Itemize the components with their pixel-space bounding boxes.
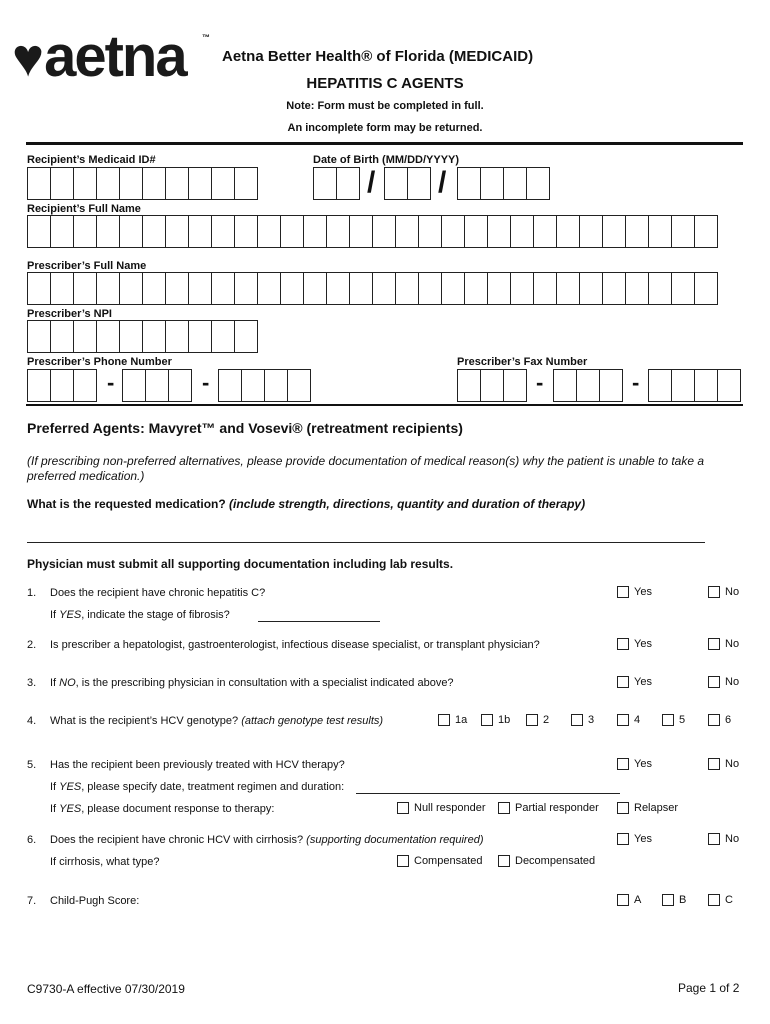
char-box[interactable] (553, 369, 577, 402)
checkbox-box[interactable] (662, 894, 674, 906)
char-box[interactable] (211, 320, 235, 353)
checkbox-box[interactable] (708, 676, 720, 688)
preferred-agents-title: Preferred Agents: Mavyret™ and Vosevi® (retreatment recipients) (27, 420, 463, 436)
char-box[interactable] (599, 369, 623, 402)
char-box[interactable] (241, 369, 265, 402)
char-box[interactable] (142, 272, 166, 305)
dob-separator: / (367, 166, 376, 199)
char-box[interactable] (510, 272, 534, 305)
char-box[interactable] (73, 369, 97, 402)
q5-sub1: If YES, please specify date, treatment regimen and duration: (50, 781, 345, 793)
header-divider (26, 142, 743, 145)
q1-number: 1. (27, 587, 37, 599)
char-box[interactable] (349, 215, 373, 248)
char-box[interactable] (50, 272, 74, 305)
checkbox-box[interactable] (617, 586, 629, 598)
checkbox-box[interactable] (571, 714, 583, 726)
char-box[interactable] (257, 272, 281, 305)
fax-line-boxes[interactable] (648, 369, 740, 402)
char-box[interactable] (671, 215, 695, 248)
phone-separator: - (107, 370, 115, 395)
char-box[interactable] (418, 272, 442, 305)
char-box[interactable] (264, 369, 288, 402)
char-box[interactable] (27, 369, 51, 402)
char-box[interactable] (280, 215, 304, 248)
char-box[interactable] (694, 215, 718, 248)
q1-yes-checkbox[interactable]: Yes (617, 586, 652, 598)
phone-line-boxes[interactable] (218, 369, 310, 402)
q5-number: 5. (27, 759, 37, 771)
char-box[interactable] (119, 215, 143, 248)
char-box[interactable] (372, 272, 396, 305)
char-box[interactable] (188, 272, 212, 305)
genotype-1b-checkbox[interactable]: 1b (481, 714, 510, 726)
q1-text: Does the recipient have chronic hepatitis C? (50, 587, 266, 599)
char-box[interactable] (96, 272, 120, 305)
char-box[interactable] (303, 272, 327, 305)
char-box[interactable] (648, 215, 672, 248)
phone-area-boxes[interactable] (27, 369, 96, 402)
compensated-checkbox[interactable]: Compensated (397, 855, 483, 867)
char-box[interactable] (625, 272, 649, 305)
char-box[interactable] (73, 215, 97, 248)
dob-label: Date of Birth (MM/DD/YYYY) (313, 154, 460, 166)
fax-label: Prescriber’s Fax Number (457, 356, 588, 368)
char-box[interactable] (211, 272, 235, 305)
child-pugh-b-checkbox[interactable]: B (662, 894, 686, 906)
char-box[interactable] (717, 369, 741, 402)
q5-text: Has the recipient been previously treated with HCV therapy? (50, 759, 345, 771)
q2-no-checkbox[interactable]: No (708, 638, 739, 650)
char-box[interactable] (27, 272, 51, 305)
char-box[interactable] (27, 215, 51, 248)
char-box[interactable] (234, 215, 258, 248)
genotype-6-checkbox[interactable]: 6 (708, 714, 731, 726)
q6-number: 6. (27, 834, 37, 846)
dob-day-boxes[interactable] (384, 167, 430, 200)
char-box[interactable] (234, 320, 258, 353)
fax-prefix-boxes[interactable] (553, 369, 622, 402)
checkbox-box[interactable] (617, 758, 629, 770)
q5-no-checkbox[interactable]: No (708, 758, 739, 770)
dob-separator: / (438, 166, 447, 199)
char-box[interactable] (372, 215, 396, 248)
char-box[interactable] (73, 320, 97, 353)
char-box[interactable] (487, 272, 511, 305)
q7-text: Child-Pugh Score: (50, 895, 140, 907)
char-box[interactable] (533, 215, 557, 248)
q4-number: 4. (27, 715, 37, 727)
char-box[interactable] (418, 215, 442, 248)
form-id: C9730-A effective 07/30/2019 (27, 982, 185, 996)
phone-prefix-boxes[interactable] (122, 369, 191, 402)
char-box[interactable] (336, 167, 360, 200)
char-box[interactable] (326, 215, 350, 248)
checkbox-box[interactable] (708, 638, 720, 650)
char-box[interactable] (579, 215, 603, 248)
char-box[interactable] (96, 215, 120, 248)
char-box[interactable] (27, 320, 51, 353)
checkbox-box[interactable] (617, 802, 629, 814)
char-box[interactable] (142, 167, 166, 200)
char-box[interactable] (303, 215, 327, 248)
q3-no-checkbox[interactable]: No (708, 676, 739, 688)
child-pugh-a-checkbox[interactable]: A (617, 894, 641, 906)
prior-treatment-line[interactable] (356, 793, 620, 794)
char-box[interactable] (694, 272, 718, 305)
checkbox-box[interactable] (617, 676, 629, 688)
char-box[interactable] (503, 369, 527, 402)
q3-yes-checkbox[interactable]: Yes (617, 676, 652, 688)
char-box[interactable] (395, 215, 419, 248)
dob-month-boxes[interactable] (313, 167, 359, 200)
char-box[interactable] (602, 272, 626, 305)
char-box[interactable] (165, 215, 189, 248)
note-incomplete: An incomplete form may be returned. (287, 122, 483, 134)
char-box[interactable] (234, 272, 258, 305)
heart-icon: ♥ (12, 28, 45, 88)
medicaid-id-label: Recipient’s Medicaid ID# (27, 154, 156, 166)
q2-yes-checkbox[interactable]: Yes (617, 638, 652, 650)
checkbox-box[interactable] (526, 714, 538, 726)
recipient-name-boxes[interactable] (27, 215, 717, 248)
q1-sub: If YES, indicate the stage of fibrosis? (50, 609, 230, 621)
genotype-4-checkbox[interactable]: 4 (617, 714, 640, 726)
char-box[interactable] (257, 215, 281, 248)
prescriber-name-boxes[interactable] (27, 272, 717, 305)
q5-yes-checkbox[interactable]: Yes (617, 758, 652, 770)
char-box[interactable] (579, 272, 603, 305)
npi-label: Prescriber’s NPI (27, 308, 112, 320)
medicaid-id-boxes[interactable] (27, 167, 257, 200)
char-box[interactable] (165, 272, 189, 305)
char-box[interactable] (671, 272, 695, 305)
form-title: HEPATITIS C AGENTS (306, 75, 464, 92)
q5-sub2: If YES, please document response to therapy: (50, 803, 275, 815)
q1-no-checkbox[interactable]: No (708, 586, 739, 598)
char-box[interactable] (287, 369, 311, 402)
char-box[interactable] (648, 272, 672, 305)
char-box[interactable] (407, 167, 431, 200)
checkbox-box[interactable] (397, 855, 409, 867)
char-box[interactable] (457, 167, 481, 200)
char-box[interactable] (50, 167, 74, 200)
char-box[interactable] (211, 215, 235, 248)
q3-text: If NO, is the prescribing physician in consultation with a specialist indicated above? (50, 677, 454, 689)
char-box[interactable] (218, 369, 242, 402)
char-box[interactable] (119, 272, 143, 305)
char-box[interactable] (211, 167, 235, 200)
phone-separator: - (202, 370, 210, 395)
char-box[interactable] (27, 167, 51, 200)
char-box[interactable] (142, 320, 166, 353)
partial-responder-checkbox[interactable]: Partial responder (498, 802, 599, 814)
char-box[interactable] (349, 272, 373, 305)
page-number: Page 1 of 2 (678, 981, 740, 995)
q2-number: 2. (27, 639, 37, 651)
fax-separator: - (632, 370, 640, 395)
char-box[interactable] (188, 320, 212, 353)
requested-medication-label: What is the requested medication? (27, 497, 226, 511)
char-box[interactable] (556, 272, 580, 305)
plan-name: Aetna Better Health® of Florida (MEDICAID) (222, 48, 534, 65)
fax-separator: - (536, 370, 544, 395)
checkbox-box[interactable] (617, 638, 629, 650)
char-box[interactable] (694, 369, 718, 402)
char-box[interactable] (96, 167, 120, 200)
char-box[interactable] (96, 320, 120, 353)
char-box[interactable] (119, 320, 143, 353)
char-box[interactable] (648, 369, 672, 402)
prescriber-name-label: Prescriber’s Full Name (27, 260, 147, 272)
aetna-logo: ♥aetna (12, 24, 186, 89)
recipient-name-label: Recipient’s Full Name (27, 203, 141, 215)
checkbox-box[interactable] (617, 833, 629, 845)
char-box[interactable] (441, 272, 465, 305)
q7-number: 7. (27, 895, 37, 907)
q3-number: 3. (27, 677, 37, 689)
genotype-3-checkbox[interactable]: 3 (571, 714, 594, 726)
checkbox-box[interactable] (662, 714, 674, 726)
nonpreferred-note: (If prescribing non-preferred alternatives, please provide documentation of medical reason(s) why the patient is unable to take a preferred medication.) (27, 454, 705, 483)
fibrosis-stage-line[interactable] (258, 621, 380, 622)
char-box[interactable] (464, 215, 488, 248)
requested-medication-detail: (include strength, directions, quantity and duration of therapy) (229, 497, 586, 511)
char-box[interactable] (503, 167, 527, 200)
char-box[interactable] (188, 215, 212, 248)
checkbox-box[interactable] (708, 586, 720, 598)
q6-text: Does the recipient have chronic HCV with cirrhosis? (supporting documentation required) (50, 834, 484, 846)
char-box[interactable] (480, 369, 504, 402)
char-box[interactable] (122, 369, 146, 402)
char-box[interactable] (480, 167, 504, 200)
checkbox-box[interactable] (397, 802, 409, 814)
checkbox-box[interactable] (708, 758, 720, 770)
char-box[interactable] (50, 369, 74, 402)
char-box[interactable] (165, 320, 189, 353)
checkbox-box[interactable] (708, 894, 720, 906)
note-complete: Note: Form must be completed in full. (286, 100, 484, 112)
char-box[interactable] (313, 167, 337, 200)
char-box[interactable] (510, 215, 534, 248)
char-box[interactable] (165, 167, 189, 200)
dob-year-boxes[interactable] (457, 167, 549, 200)
null-responder-checkbox[interactable]: Null responder (397, 802, 486, 814)
char-box[interactable] (168, 369, 192, 402)
char-box[interactable] (533, 272, 557, 305)
q2-text: Is prescriber a hepatologist, gastroenterologist, infectious disease specialist, or transplant physician? (50, 639, 540, 651)
char-box[interactable] (280, 272, 304, 305)
char-box[interactable] (234, 167, 258, 200)
q6-no-checkbox[interactable]: No (708, 833, 739, 845)
char-box[interactable] (526, 167, 550, 200)
logo-trademark: ™ (202, 33, 210, 42)
phone-label: Prescriber’s Phone Number (27, 356, 172, 368)
q4-text: What is the recipient’s HCV genotype? (attach genotype test results) (50, 715, 384, 727)
checkbox-box[interactable] (498, 802, 510, 814)
char-box[interactable] (73, 167, 97, 200)
char-box[interactable] (73, 272, 97, 305)
char-box[interactable] (464, 272, 488, 305)
char-box[interactable] (395, 272, 419, 305)
checkbox-box[interactable] (617, 714, 629, 726)
char-box[interactable] (145, 369, 169, 402)
genotype-1a-checkbox[interactable]: 1a (438, 714, 467, 726)
char-box[interactable] (384, 167, 408, 200)
q6-yes-checkbox[interactable]: Yes (617, 833, 652, 845)
relapser-checkbox[interactable]: Relapser (617, 802, 678, 814)
char-box[interactable] (50, 320, 74, 353)
char-box[interactable] (188, 167, 212, 200)
char-box[interactable] (441, 215, 465, 248)
q6-sub: If cirrhosis, what type? (50, 856, 160, 868)
char-box[interactable] (556, 215, 580, 248)
char-box[interactable] (487, 215, 511, 248)
checkbox-box[interactable] (617, 894, 629, 906)
char-box[interactable] (625, 215, 649, 248)
genotype-2-checkbox[interactable]: 2 (526, 714, 549, 726)
char-box[interactable] (576, 369, 600, 402)
checkbox-box[interactable] (498, 855, 510, 867)
checkbox-box[interactable] (438, 714, 450, 726)
npi-boxes[interactable] (27, 320, 257, 353)
child-pugh-c-checkbox[interactable]: C (708, 894, 733, 906)
physician-note: Physician must submit all supporting documentation including lab results. (27, 557, 454, 571)
char-box[interactable] (326, 272, 350, 305)
checkbox-box[interactable] (481, 714, 493, 726)
char-box[interactable] (119, 167, 143, 200)
char-box[interactable] (671, 369, 695, 402)
fields-divider (26, 404, 743, 406)
checkbox-box[interactable] (708, 714, 720, 726)
fax-area-boxes[interactable] (457, 369, 526, 402)
char-box[interactable] (457, 369, 481, 402)
char-box[interactable] (142, 215, 166, 248)
char-box[interactable] (50, 215, 74, 248)
char-box[interactable] (602, 215, 626, 248)
genotype-5-checkbox[interactable]: 5 (662, 714, 685, 726)
requested-medication-question (27, 497, 585, 511)
decompensated-checkbox[interactable]: Decompensated (498, 855, 595, 867)
requested-medication-line[interactable] (27, 542, 705, 543)
checkbox-box[interactable] (708, 833, 720, 845)
